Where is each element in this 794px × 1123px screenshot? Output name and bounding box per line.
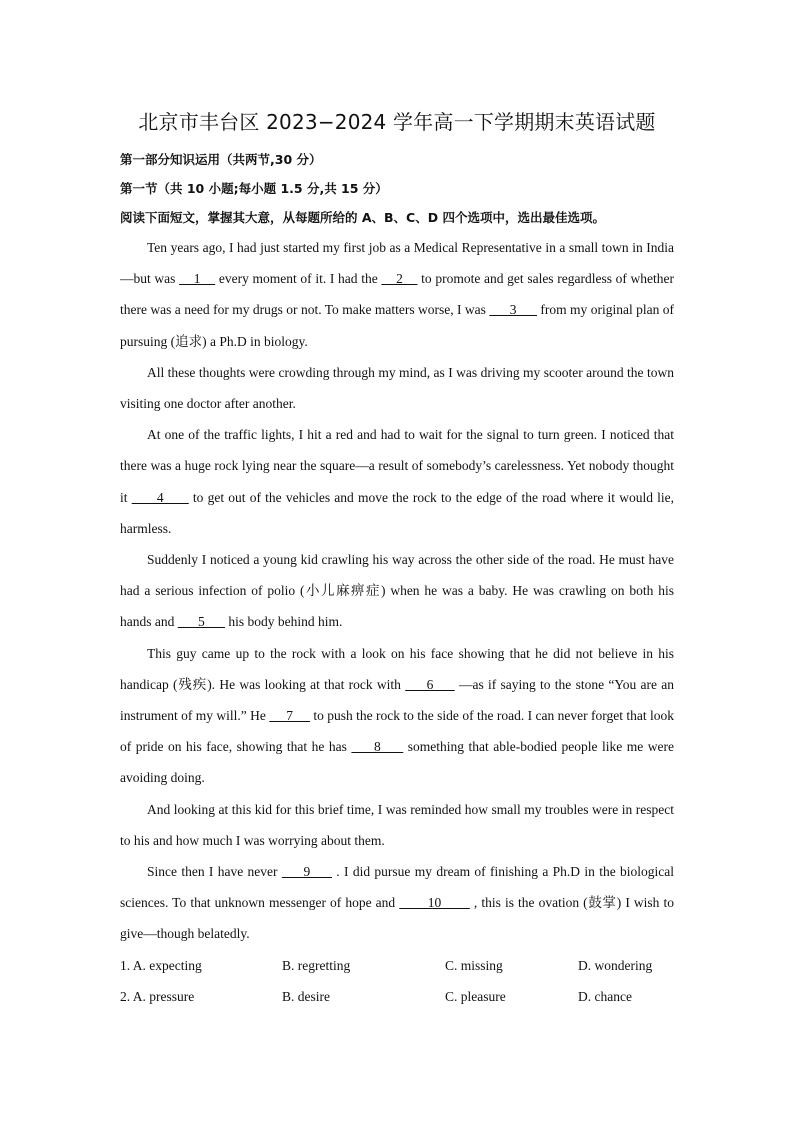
blank-8: 8	[351, 739, 404, 755]
page-title: 北京市丰台区 2023−2024 学年高一下学期期末英语试题	[138, 110, 656, 134]
instructions: 阅读下面短文，掌握其大意，从每题所给的 A、B、C、D 四个选项中，选出最佳选项。	[120, 210, 605, 225]
paragraph-2: All these thoughts were crowding through my mind, as I was driving my scooter around the town visiting one doctor after another.	[120, 364, 674, 412]
blank-7: 7	[269, 708, 310, 724]
part-heading: 第一部分知识运用（共两节,30 分）	[120, 152, 322, 167]
section-heading: 第一节（共 10 小题;每小题 1.5 分,共 15 分）	[120, 181, 388, 196]
paragraph-6: And looking at this kid for this brief time, I was reminded how small my troubles were in respect to his and how much I was worrying about them.	[120, 801, 674, 848]
option-1b: B. regretting	[282, 957, 351, 973]
option-2d: D. chance	[578, 988, 632, 1004]
question-1-options	[120, 950, 674, 981]
document-page	[120, 100, 674, 1012]
option-2b: B. desire	[282, 988, 330, 1004]
blank-4: 4	[131, 489, 189, 505]
paragraph-5: This guy came up to the rock with a look on his face showing that he did not believe in his handicap (残疾). He was looking at that rock with 6 —as if saying to the stone “You are an instrument of my will.” He 7 to push the rock to the side of the road. I can never forget that look of pride on his face, showing that he has 8 something that able-bodied people like me were avoiding doing.	[120, 645, 675, 786]
paragraph-7: Since then I have never 9 . I did pursue my dream of finishing a Ph.D in the biological sciences. To that unknown messenger of hope and 10 , this is the ovation (鼓掌) I wish to give—though belatedly.	[120, 864, 675, 942]
blank-9: 9	[281, 864, 332, 880]
option-1a: 1. A. expecting	[120, 957, 202, 973]
blank-1: 1	[179, 271, 216, 287]
paragraph-1: Ten years ago, I had just started my first job as a Medical Representative in a small town in India—but was 1 every moment of it. I had the 2 to promote and get sales regardless of whether there was a need for my drugs or not. To make matters worse, I was 3 from my original plan of pursuing (追求) a Ph.D in biology.	[120, 240, 675, 349]
question-2-options	[120, 981, 674, 1012]
option-1c: C. missing	[445, 957, 503, 973]
answer-options	[120, 950, 674, 1012]
option-2c: C. pleasure	[445, 988, 506, 1004]
reading-passage	[120, 232, 674, 950]
blank-5: 5	[177, 614, 225, 630]
paragraph-4: Suddenly I noticed a young kid crawling his way across the other side of the road. He must have had a serious infection of polio (小儿麻痹症) when he was a baby. He was crawling on both his hands and 5 his body behind him.	[120, 552, 674, 630]
blank-6: 6	[405, 676, 455, 692]
option-1d: D. wondering	[578, 957, 653, 973]
option-2a: 2. A. pressure	[120, 988, 195, 1004]
blank-3: 3	[489, 302, 537, 318]
paragraph-3: At one of the traffic lights, I hit a red and had to wait for the signal to turn green. I noticed that there was a huge rock lying near the square—a result of somebody’s carelessness. Yet nobody thought it 4 to get out of the vehicles and move the rock to the edge of the road where it would lie, harmless.	[120, 427, 675, 536]
blank-10: 10	[399, 895, 470, 911]
blank-2: 2	[381, 271, 418, 287]
